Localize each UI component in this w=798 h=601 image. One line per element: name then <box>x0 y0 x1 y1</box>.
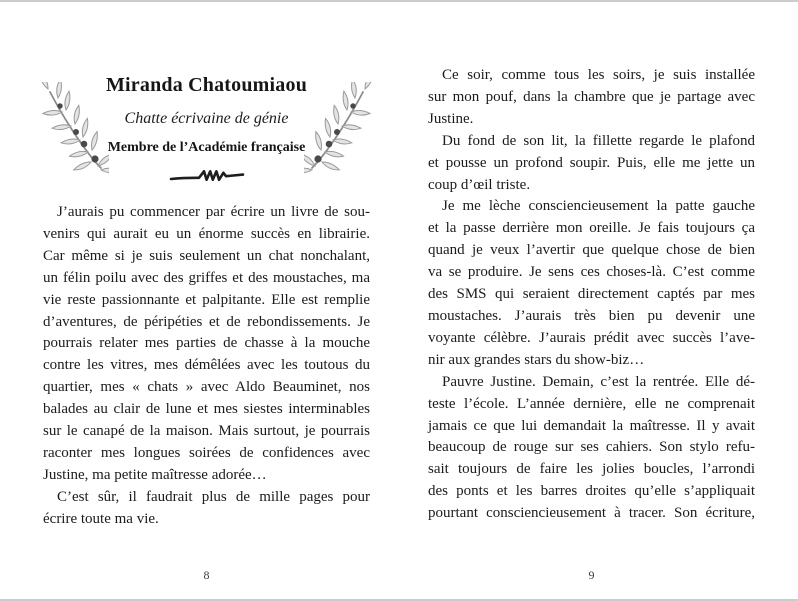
text-line: écrire toute ma vie. <box>43 510 159 527</box>
text-line: teste l’école. L’année dernière, elle ne comprenait <box>428 395 755 412</box>
text-line: J’aurais pu commencer par écrire un livre de sou- <box>57 204 370 220</box>
page-number-right: 9 <box>588 568 595 582</box>
text-line: contre les vitres, mes démêlées avec les toutous du <box>43 357 370 374</box>
text-line: sait toujours de faire les jolies boucles, l’arrondi <box>428 461 755 478</box>
text-line: Pauvre Justine. Demain, c’est la rentrée. Elle dé- <box>442 373 755 390</box>
text-line: Justine, ma petite maîtresse adorée… <box>43 466 267 483</box>
text-line: des SMS qui seraient directement captés par mes <box>428 286 755 303</box>
text-line: Justine. <box>428 110 474 127</box>
text-line: quartier, mes « chats » avec Aldo Beauminet, nos <box>43 379 370 396</box>
text-line: pourtant consciencieusement à tracer. Son écriture, <box>428 505 755 522</box>
author-affiliation-line: Membre de l’Académie française <box>107 140 306 155</box>
left-page <box>43 0 370 601</box>
text-line: vie reste passionnante et palpitante. Elle est remplie <box>43 291 370 308</box>
text-line: et la passe derrière mon oreille. Je fais toujours ça <box>428 220 755 237</box>
text-line: et pousse un profond soupir. Puis, elle me jette un <box>428 154 755 171</box>
text-line: coup d’œil triste. <box>428 176 531 193</box>
left-page-body-text <box>43 202 370 531</box>
text-line: nir aux grandes stars du show-biz… <box>428 351 645 368</box>
text-line: Je me lèche consciencieusement la patte gauche <box>442 198 755 215</box>
text-line: sur mon pouf, dans la chambre que je partage avec <box>428 88 755 105</box>
text-line: moustaches. J’aurais très bien pu devenir une <box>428 307 755 324</box>
author-name-heading: Miranda Chatoumiaou <box>105 74 308 96</box>
text-line: Car même si je suis seulement un chat nonchalant, <box>43 247 370 264</box>
text-line: quand je veux l’avertir que quelque chose de bien <box>428 242 755 259</box>
page-number-left: 8 <box>203 568 210 582</box>
right-page-body-text <box>428 65 755 525</box>
text-line: pourrais relater mes parties de chasse à la mouche <box>43 335 370 352</box>
text-line: Du fond de son lit, la fillette regarde le plafond <box>442 132 755 149</box>
text-line: d’aventures, de péripéties et de rebondissements. Je <box>43 313 370 330</box>
text-line: C’est sûr, il faudrait plus de mille pages pour <box>57 488 370 505</box>
squiggle-divider-icon <box>168 167 246 187</box>
text-line: va se produire. Je sens ces choses-là. C’est comme <box>428 264 755 281</box>
text-line: venirs qui aurait eu un énorme succès en librairie. <box>43 225 370 242</box>
text-line: balades au clair de lune et mes siestes interminables <box>43 401 370 418</box>
text-line: jamais ce que lui demandait la maîtresse. Il y avait <box>428 417 755 434</box>
text-line: sur le canapé de la maison. Mais surtout, je pourrais <box>43 423 370 440</box>
right-page <box>428 0 755 601</box>
text-line: Ce soir, comme tous les soirs, je suis installée <box>442 67 755 83</box>
author-role-subtitle: Chatte écrivaine de génie <box>124 110 289 127</box>
text-line: beaucoup de rouge sur ses cahiers. Son stylo refu- <box>428 439 755 456</box>
text-line: raconter mes longues soirées de confidences avec <box>43 444 370 461</box>
text-line: des ponts et les barres droites qu’elle s’appliquait <box>428 483 755 500</box>
text-line: voyante célèbre. J’aurais prédit avec succès l’ave- <box>428 329 755 346</box>
text-line: un félin poilu avec des griffes et des moustaches, ma <box>43 269 370 286</box>
